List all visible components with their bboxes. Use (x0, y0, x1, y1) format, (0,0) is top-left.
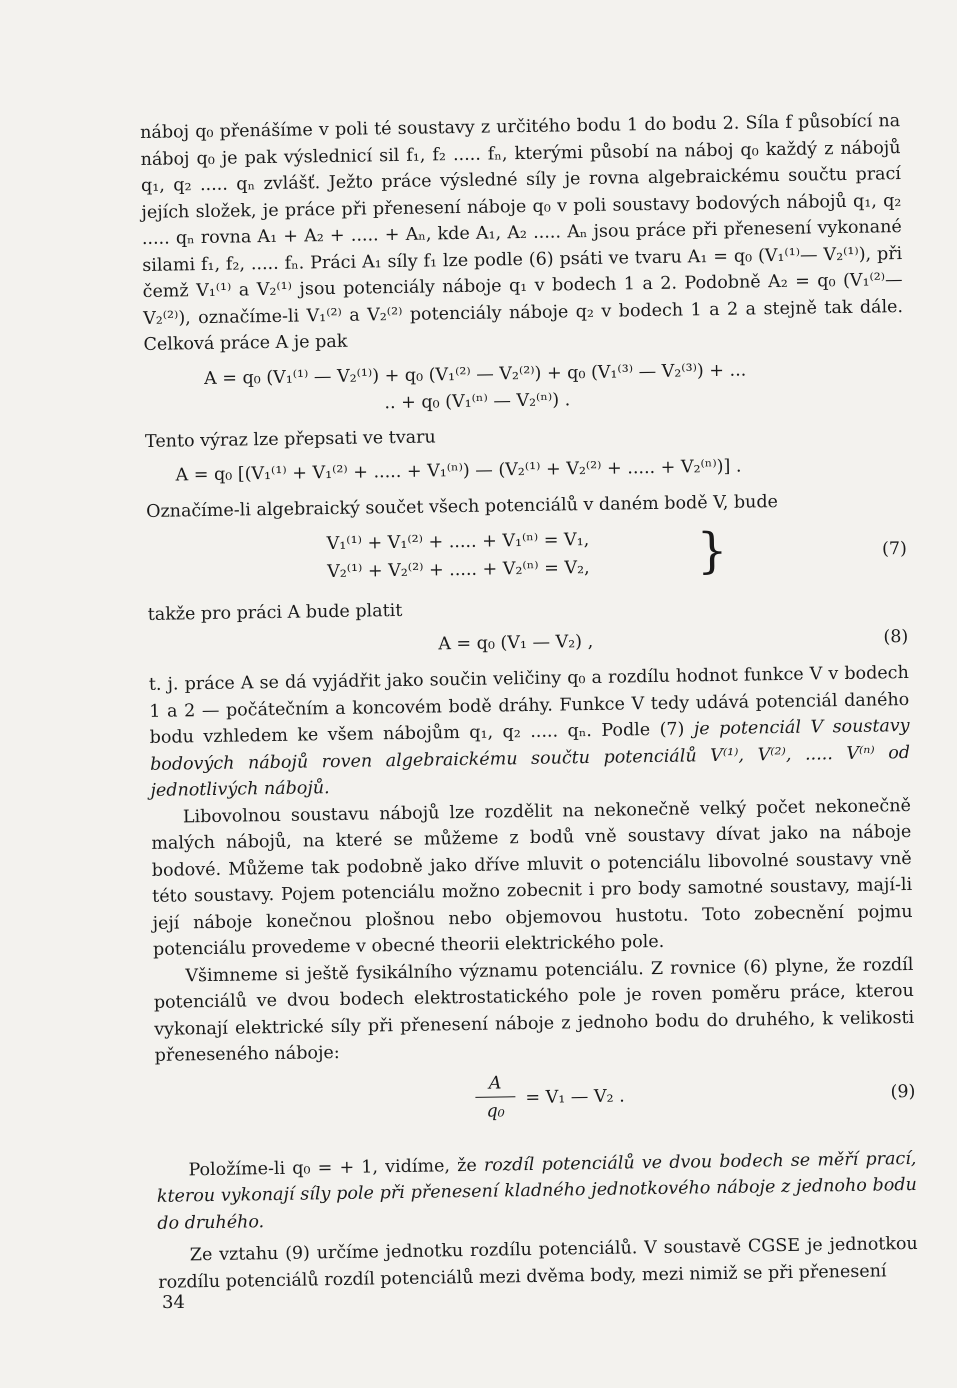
paragraph-8-italic: rozdíl potenciálů ve dvou bodech se měří prací, kterou vykonají síly pole při přenesení kladného jednotkového náboje z jednoho bodu do druhého. (156, 1148, 917, 1234)
equation-work-sum (144, 355, 905, 421)
page-number: 34 (162, 1292, 185, 1313)
paragraph-5 (149, 660, 911, 804)
fraction (475, 1070, 516, 1126)
brace-symbol: } (696, 522, 728, 579)
equation-8-text: A = q₀ (V₁ — V₂) , (438, 631, 594, 655)
equation-8 (148, 624, 908, 664)
paragraph-2: Tento výraz lze přepsati ve tvaru (144, 426, 436, 452)
equation-7-number: (7) (881, 538, 907, 559)
paragraph-5-text: t. j. práce A se dá vyjádřit jako součin veličiny q₀ a rozdílu hodnot funkce V v bodech 1 a 2 — počátečním a koncovém bodě dráhy. Funkce V tedy udává potenciál daného bodu vzhledem ke všem nábojům q₁, q₂ ..... qₙ. Podle (7) (148, 662, 910, 748)
paragraph-8 (156, 1145, 917, 1236)
equation-line-2: .. + q₀ (V₁⁽ⁿ⁾ — V₂⁽ⁿ⁾) . (384, 389, 571, 413)
paragraph-5-italic: je potenciál V soustavy bodových nábojů roven algebraickému součtu potenciálů V⁽¹⁾, V⁽²⁾, ..... V⁽ⁿ⁾ od jednotlivých nábojů. (149, 715, 911, 801)
equation-9 (155, 1063, 916, 1139)
equation-line-1: A = q₀ (V₁⁽¹⁾ — V₂⁽¹⁾) + q₀ (V₁⁽²⁾ — V₂⁽²⁾) + q₀ (V₁⁽³⁾ — V₂⁽³⁾) + ... (203, 360, 747, 389)
equation-7 (146, 520, 907, 592)
paragraph-7: Všimneme si ještě fysikálního významu potenciálu. Z rovnice (6) plyne, že rozdíl potenciálů ve dvou bodech elektrostatického pole je roven poměru práce, kterou vykonají elektrické síly při přenesení náboje z jednoho bodu do druhého, k velikosti přeneseného náboje: (153, 954, 915, 1066)
equation-rewritten-text: A = q₀ [(V₁⁽¹⁾ + V₁⁽²⁾ + ..... + V₁⁽ⁿ⁾) — (V₂⁽¹⁾ + V₂⁽²⁾ + ..... + V₂⁽ⁿ⁾)] . (175, 456, 742, 486)
paragraph-9: Ze vztahu (9) určíme jednotku rozdílu potenciálů. V soustavě CGSE je jednotkou rozdílu potenciálů rozdíl potenciálů mezi dvěma body, mezi nimiž se při přenesení (158, 1233, 918, 1293)
fraction-numerator: A (475, 1070, 515, 1098)
paragraph-3: Označíme-li algebraický součet všech potenciálů v daném bodě V, bude (146, 492, 779, 522)
body-text (140, 108, 918, 1296)
equation-9-number: (9) (890, 1081, 916, 1102)
paragraph-8-text: Položíme-li q₀ = + 1, vidíme, že (188, 1155, 485, 1180)
equation-7-line-2: V₂⁽¹⁾ + V₂⁽²⁾ + ..... + V₂⁽ⁿ⁾ = V₂, (326, 557, 590, 582)
fraction-denominator: q₀ (486, 1100, 505, 1122)
equation-rewritten (145, 451, 905, 491)
paragraph-4: takže pro práci A bude platit (147, 600, 403, 625)
paragraph-6: Libovolnou soustavu nábojů lze rozdělit na nekonečně velký počet nekonečně malých nábojů, na které se můžeme z bodů vně soustavy dívat jako na náboje bodové. Můžeme tak podobně jako dříve mluvit o potenciálu libovolné soustavy vně této soustavy. Pojem potenciálu možno zobecnit i pro body samotné soustavy, mají-li její náboje konečnou plošnou nebo objemovou hustotu. Toto zobecnění pojmu potenciálu provedeme v obecné theorii elektrického pole. (151, 795, 913, 960)
equation-7-line-1: V₁⁽¹⁾ + V₁⁽²⁾ + ..... + V₁⁽ⁿ⁾ = V₁, (326, 529, 590, 554)
equation-8-number: (8) (883, 626, 909, 648)
equation-9-rest: = V₁ — V₂ . (525, 1086, 625, 1108)
paragraph-1: náboj q₀ přenášíme v poli té soustavy z určitého bodu 1 do bodu 2. Síla f působící na náboj q₀ je pak výslednicí sil f₁, f₂ ..... fₙ, kterými působí na náboj q₀ každý z nábojů q₁, q₂ ..... qₙ zvlášť. Ježto práce výsledné síly je rovna algebraickému součtu prací jejích složek, je práce při přenesení náboje q₀ v poli soustavy bodových nábojů q₁, q₂ ..... qₙ rovna A₁ + A₂ + ..... + Aₙ, kde A₁, A₂ ..... Aₙ jsou práce při přenesení vykonané silami f₁, f₂, ..... fₙ. Práci A₁ síly f₁ lze podle (6) psáti ve tvaru A₁ = q₀ (V₁⁽¹⁾— V₂⁽¹⁾), při čemž V₁⁽¹⁾ a V₂⁽¹⁾ jsou potenciály náboje q₁ v bodech 1 a 2. Podobně A₂ = q₀ (V₁⁽²⁾— V₂⁽²⁾), označíme-li V₁⁽²⁾ a V₂⁽²⁾ potenciály náboje q₂ v bodech 1 a 2 a stejně tak dále. Celková práce A je pak (140, 111, 904, 355)
